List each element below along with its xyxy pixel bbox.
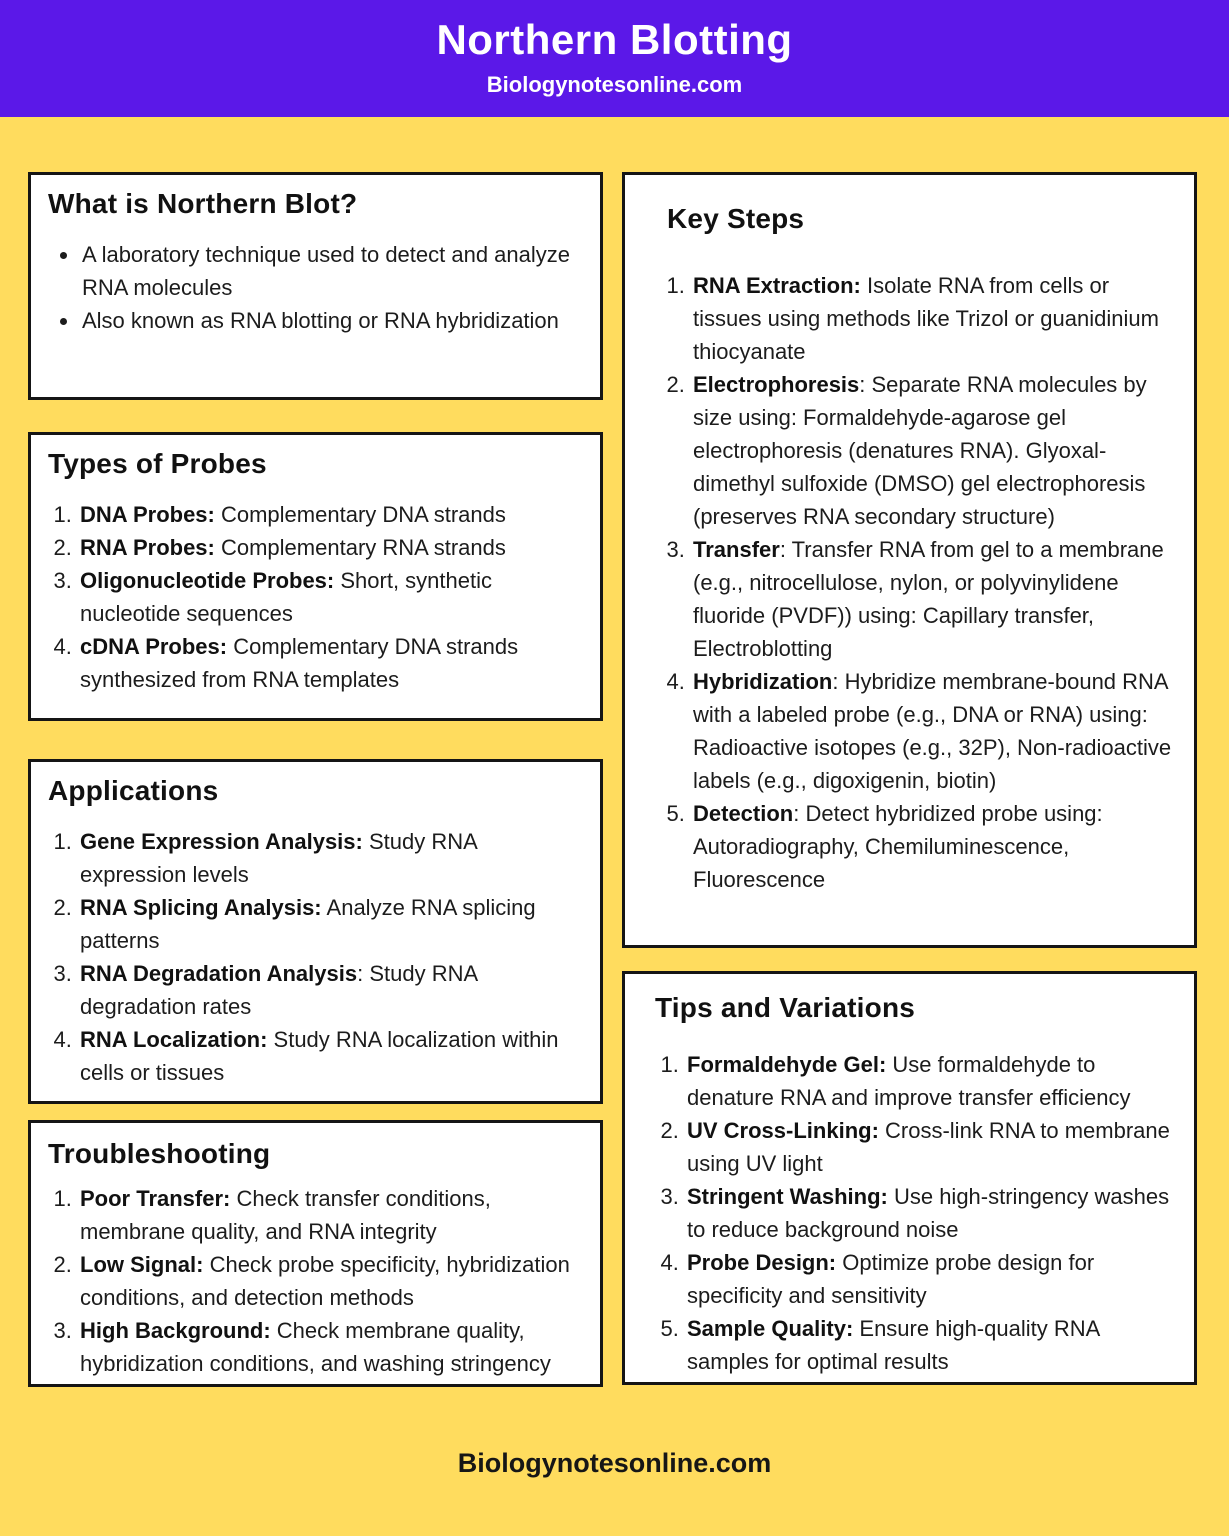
list-item: 4. RNA Localization: Study RNA localization within cells or tissues: [78, 1023, 580, 1089]
list-item: 3. Transfer: Transfer RNA from gel to a membrane (e.g., nitrocellulose, nylon, or polyvinylidene fluoride (PVDF)) using: Capillary transfer, Electroblotting: [691, 533, 1178, 665]
list-item: 1. Poor Transfer: Check transfer conditions, membrane quality, and RNA integrity: [78, 1182, 580, 1248]
list-item: 2. Electrophoresis: Separate RNA molecules by size using: Formaldehyde-agarose gel electrophoresis (denatures RNA). Glyoxal-dimethyl sulfoxide (DMSO) gel electrophoresis (preserves RNA secondary structure): [691, 368, 1178, 533]
section-troubleshooting: [28, 1120, 603, 1387]
section-title: What is Northern Blot?: [48, 188, 358, 219]
list-item: 5. Sample Quality: Ensure high-quality RNA samples for optimal results: [685, 1312, 1178, 1378]
numbered-list: [655, 1048, 1178, 1378]
header-site-name: Biologynotesonline.com: [486, 72, 743, 98]
list-item: 4. Hybridization: Hybridize membrane-bound RNA with a labeled probe (e.g., DNA or RNA) using: Radioactive isotopes (e.g., 32P), Non-radioactive labels (e.g., digoxigenin, biotin): [691, 665, 1178, 797]
numbered-list: [48, 825, 580, 1089]
footer-site-name: Biologynotesonline.com: [457, 1448, 772, 1478]
list-item: 2. RNA Splicing Analysis: Analyze RNA splicing patterns: [78, 891, 580, 957]
section-title: Types of Probes: [48, 448, 267, 479]
section-title: Applications: [48, 775, 219, 806]
section-what-is-northern-blot: [28, 172, 603, 400]
section-title: Key Steps: [667, 203, 805, 234]
section-title: Troubleshooting: [48, 1138, 271, 1169]
list-item: 1. Gene Expression Analysis: Study RNA expression levels: [78, 825, 580, 891]
list-item: 4. cDNA Probes: Complementary DNA strands synthesized from RNA templates: [78, 630, 580, 696]
list-item: 1. Formaldehyde Gel: Use formaldehyde to denature RNA and improve transfer efficiency: [685, 1048, 1178, 1114]
section-tips-and-variations: [622, 971, 1197, 1385]
list-item: 4. Probe Design: Optimize probe design for specificity and sensitivity: [685, 1246, 1178, 1312]
list-item: 1. RNA Extraction: Isolate RNA from cells or tissues using methods like Trizol or guanidinium thiocyanate: [691, 269, 1178, 368]
list-item: 5. Detection: Detect hybridized probe using: Autoradiography, Chemiluminescence, Fluorescence: [691, 797, 1178, 896]
list-item: 3. Oligonucleotide Probes: Short, synthetic nucleotide sequences: [78, 564, 580, 630]
page-title: Northern Blotting: [436, 16, 793, 63]
numbered-list: [661, 269, 1178, 896]
numbered-list: [48, 498, 580, 696]
header-banner: [0, 0, 1229, 117]
list-item: 3. Stringent Washing: Use high-stringency washes to reduce background noise: [685, 1180, 1178, 1246]
list-item: 2. UV Cross-Linking: Cross-link RNA to membrane using UV light: [685, 1114, 1178, 1180]
list-item: • A laboratory technique used to detect and analyze RNA molecules: [80, 238, 580, 304]
section-title: Tips and Variations: [655, 992, 916, 1023]
list-item: 3. RNA Degradation Analysis: Study RNA degradation rates: [78, 957, 580, 1023]
list-item: 2. RNA Probes: Complementary RNA strands: [78, 531, 580, 564]
bullet-list: [48, 238, 580, 337]
numbered-list: [48, 1182, 580, 1380]
section-applications: [28, 759, 603, 1104]
list-item: 3. High Background: Check membrane quality, hybridization conditions, and washing stringency: [78, 1314, 580, 1380]
list-item: 2. Low Signal: Check probe specificity, hybridization conditions, and detection methods: [78, 1248, 580, 1314]
section-types-of-probes: [28, 432, 603, 721]
list-item: • Also known as RNA blotting or RNA hybridization: [80, 304, 580, 337]
section-key-steps: [622, 172, 1197, 948]
list-item: 1. DNA Probes: Complementary DNA strands: [78, 498, 580, 531]
